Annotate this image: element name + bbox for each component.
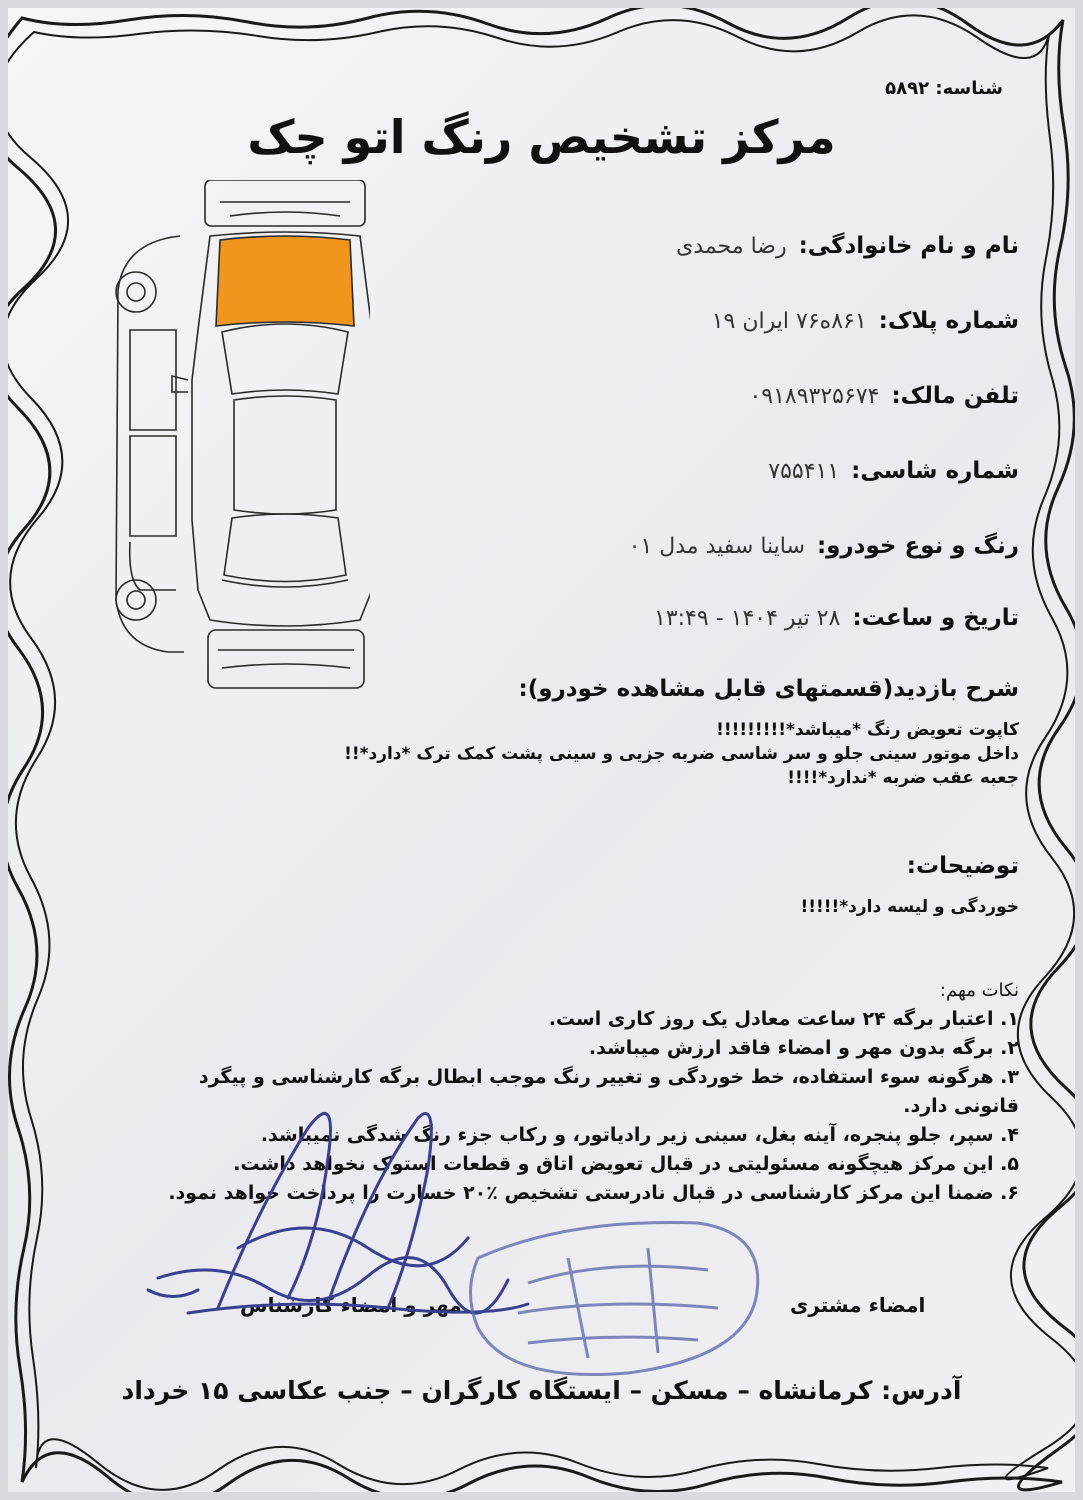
inspection-sheet [8, 8, 1075, 1492]
notes-title: نکات مهم: [939, 980, 1019, 1001]
field-label: نام و نام خانوادگی: [798, 233, 1019, 259]
front-bumper-panel [205, 180, 365, 226]
expert-signature-label: مهر و امضاء کارشناس [240, 1293, 462, 1317]
document-id [885, 78, 1003, 99]
field-owner-phone [749, 383, 1019, 409]
note-item: ۵. این مرکز هیچگونه مسئولیتی در قبال تعویض اتاق و قطعات استوک نخواهد داشت. [233, 1153, 1019, 1175]
remarks-lines [259, 895, 1019, 919]
field-value: ساینا سفید مدل ۰۱ [628, 534, 805, 559]
field-value: ۸۶۱ه۷۶ ایران ۱۹ [711, 309, 867, 334]
inspection-line: داخل موتور سینی جلو و سر شاسی ضربه جزیی و سینی پشت کمک ترک *دارد*!! [344, 744, 1019, 764]
field-value: ۷۵۵۴۱۱ [768, 459, 840, 484]
note-item: ۶. ضمنا این مرکز کارشناسی در قبال نادرستی تشخیص ٪۲۰ خسارت را پرداخت خواهد نمود. [168, 1182, 1019, 1204]
remarks-line: خوردگی و لیسه دارد*!!!!! [800, 897, 1019, 917]
field-chassis-number [768, 458, 1019, 484]
document-id-value: ۵۸۹۲ [885, 78, 930, 99]
field-value: ۲۸ تیر ۱۴۰۴ - ۱۳:۴۹ [654, 606, 841, 631]
remarks-title: توضیحات: [906, 853, 1019, 879]
hood-panel [216, 236, 354, 326]
field-label: شماره شاسی: [851, 458, 1019, 484]
inspection-line: کاپوت تعویض رنگ *میباشد*!!!!!!!!! [716, 720, 1019, 740]
important-notes [128, 976, 1019, 1208]
note-item: ۳. هرگونه سوء استفاده، خط خوردگی و تغییر رنگ موجب ابطال برگه کارشناسی و پیگرد قانونی دارد. [198, 1066, 1019, 1117]
field-label: شماره پلاک: [878, 308, 1019, 334]
page-title: مرکز تشخیص رنگ اتو چک [247, 110, 836, 164]
field-value: رضا محمدی [676, 234, 787, 259]
note-item: ۱. اعتبار برگه ۲۴ ساعت معادل یک روز کاری است. [548, 1008, 1019, 1030]
inspection-lines [259, 718, 1019, 790]
customer-signature-label: امضاء مشتری [790, 1293, 926, 1317]
inspection-line: جعبه عقب ضربه *ندارد*!!!! [787, 768, 1019, 788]
address: آدرس: کرمانشاه – مسکن – ایستگاه کارگران – جنب عکاسی ۱۵ خرداد [121, 1376, 962, 1405]
field-label: تاریخ و ساعت: [852, 605, 1019, 631]
field-full-name [676, 233, 1019, 259]
field-label: تلفن مالک: [891, 383, 1019, 409]
inspection-title: شرح بازدید(قسمتهای قابل مشاهده خودرو): [518, 676, 1019, 702]
field-value: ۰۹۱۸۹۳۲۵۶۷۴ [749, 384, 880, 409]
field-label: رنگ و نوع خودرو: [816, 533, 1019, 559]
document-id-label: شناسه: [935, 78, 1003, 99]
field-date-time [654, 605, 1019, 631]
note-item: ۴. سپر، جلو پنجره، آینه بغل، سینی زیر رادیاتور، و رکاب جزء رنگ شدگی نمیباشد. [260, 1124, 1019, 1146]
rear-bumper-panel [208, 630, 364, 688]
car-damage-diagram [110, 180, 370, 690]
note-item: ۲. برگه بدون مهر و امضاء فاقد ارزش میباشد. [588, 1037, 1019, 1059]
field-vehicle-color-type [629, 533, 1019, 559]
field-plate-number [712, 308, 1019, 334]
